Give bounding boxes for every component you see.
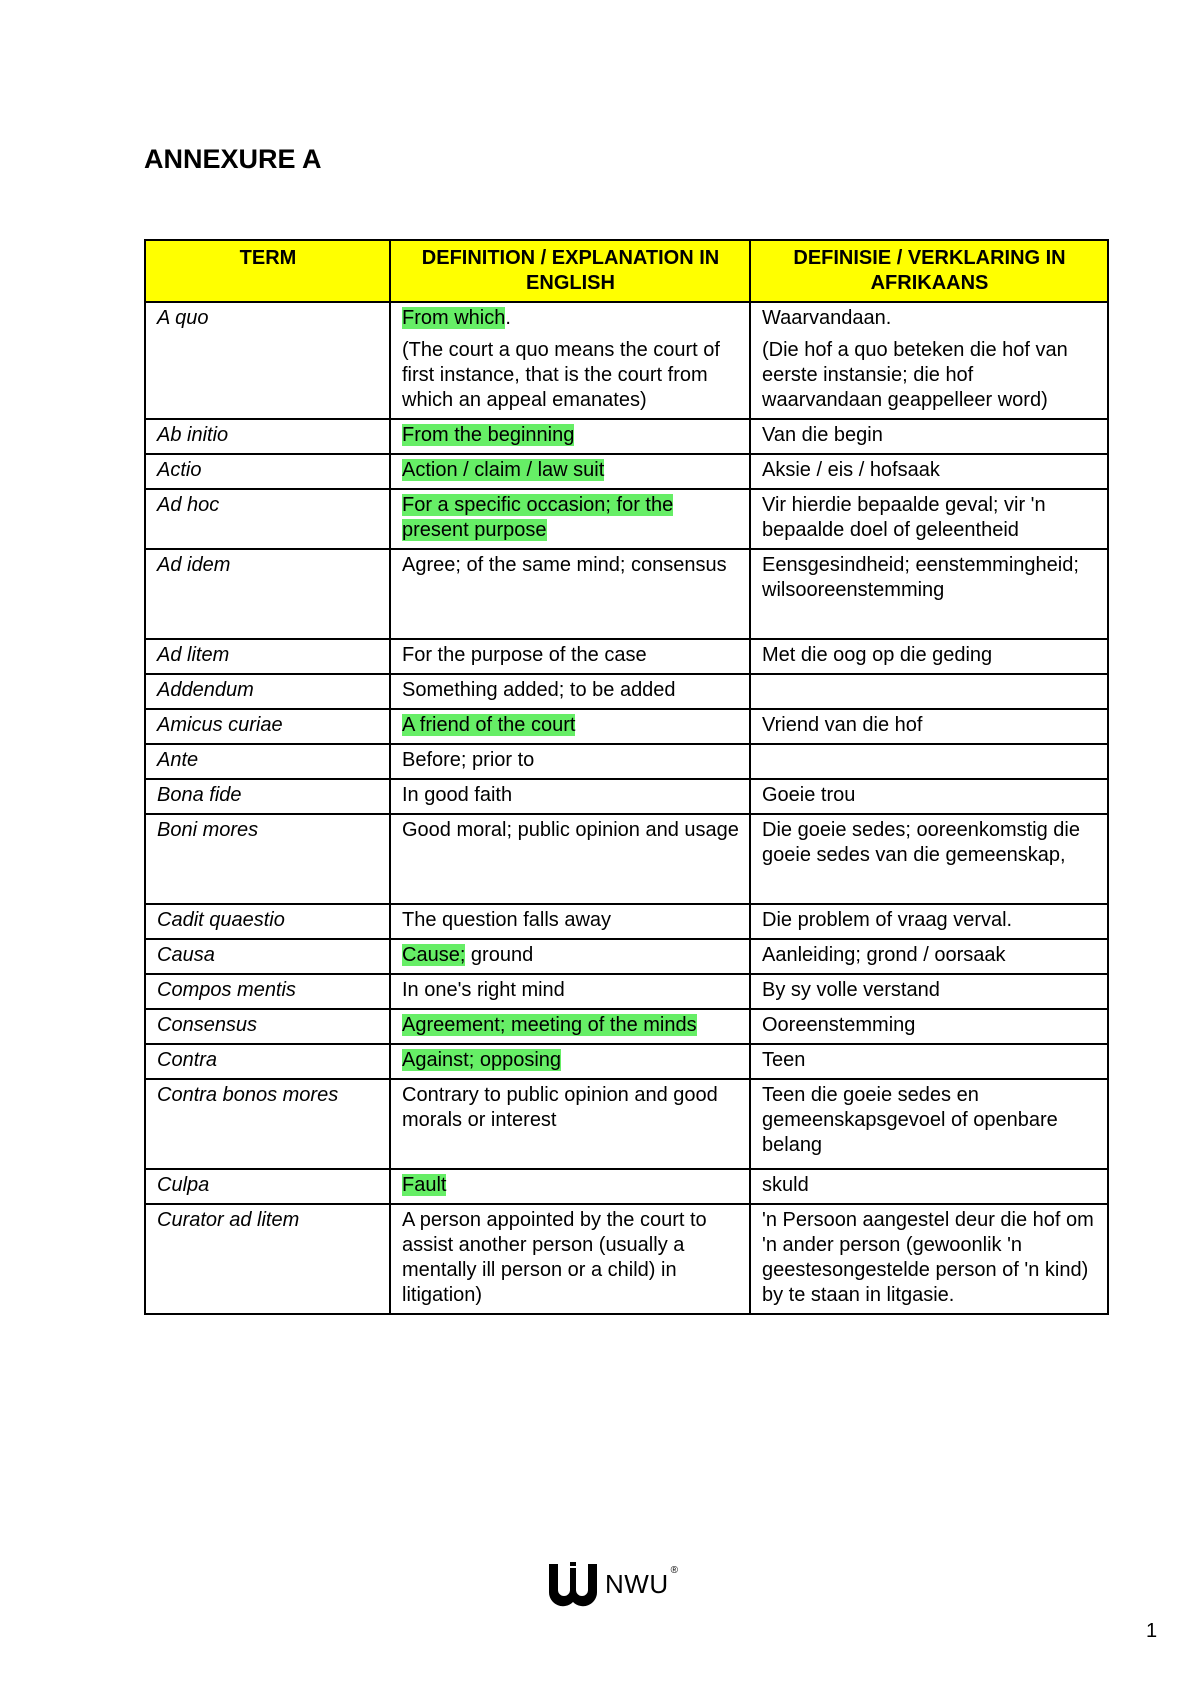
- table-row: [145, 779, 1108, 814]
- term-cell: Ante: [145, 744, 390, 779]
- highlighted-text: From the beginning: [402, 424, 575, 446]
- term-cell: Ad idem: [145, 549, 390, 639]
- table-row: [145, 1204, 1108, 1314]
- table-row: [145, 489, 1108, 549]
- term-cell: A quo: [145, 302, 390, 419]
- table-row: [145, 709, 1108, 744]
- definisie-text: Teen: [762, 1049, 806, 1071]
- table-row: [145, 674, 1108, 709]
- highlighted-text: A friend of the court: [402, 714, 576, 736]
- definisie-text: Aanleiding; grond / oorsaak: [762, 944, 1006, 966]
- afrikaans-definition-cell: [750, 1044, 1108, 1079]
- afrikaans-definition-cell: [750, 1009, 1108, 1044]
- definisie-text: 'n Persoon aangestel deur die hof om 'n ander person (gewoonlik 'n geestesongestelde person of 'n kind) by te staan in litgasie.: [762, 1209, 1094, 1306]
- definition-text: Good moral; public opinion and usage: [402, 819, 739, 841]
- definisie-text: Ooreenstemming: [762, 1014, 916, 1036]
- nwu-logo: [547, 1560, 678, 1608]
- afrikaans-definition-cell: [750, 419, 1108, 454]
- definisie-text: Waarvandaan.: [762, 307, 892, 329]
- afrikaans-definition-cell: [750, 639, 1108, 674]
- english-definition-cell: [390, 489, 750, 549]
- english-definition-cell: [390, 549, 750, 639]
- term-cell: Causa: [145, 939, 390, 974]
- english-definition-cell: [390, 1044, 750, 1079]
- term-cell: Actio: [145, 454, 390, 489]
- table-row: [145, 639, 1108, 674]
- afrikaans-definition-cell: [750, 904, 1108, 939]
- english-definition-cell: [390, 939, 750, 974]
- english-definition-cell: [390, 639, 750, 674]
- english-definition-cell: [390, 814, 750, 904]
- table-row: [145, 419, 1108, 454]
- definition-text: .: [505, 307, 511, 329]
- table-row: [145, 744, 1108, 779]
- definition-text: Something added; to be added: [402, 679, 676, 701]
- logo-text: NWU: [605, 1568, 669, 1599]
- english-definition-cell: [390, 419, 750, 454]
- afrikaans-definition-cell: [750, 779, 1108, 814]
- table-row: [145, 939, 1108, 974]
- term-cell: Ad hoc: [145, 489, 390, 549]
- table-row: [145, 1044, 1108, 1079]
- definisie-text: Die problem of vraag verval.: [762, 909, 1013, 931]
- nwu-emblem-icon: [547, 1560, 599, 1608]
- term-cell: Ab initio: [145, 419, 390, 454]
- highlighted-text: Fault: [402, 1174, 447, 1196]
- afrikaans-definition-cell: [750, 709, 1108, 744]
- term-cell: Contra bonos mores: [145, 1079, 390, 1169]
- table-header-row: [145, 240, 1108, 302]
- term-cell: Amicus curiae: [145, 709, 390, 744]
- english-definition-cell: [390, 974, 750, 1009]
- term-cell: Compos mentis: [145, 974, 390, 1009]
- highlighted-text: Cause;: [402, 944, 466, 966]
- english-definition-cell: [390, 904, 750, 939]
- english-definition-cell: [390, 302, 750, 419]
- term-cell: Contra: [145, 1044, 390, 1079]
- table-row: [145, 1169, 1108, 1204]
- english-definition-cell: [390, 454, 750, 489]
- definisie-text: Eensgesindheid; eenstemmingheid; wilsooreenstemming: [762, 554, 1079, 601]
- english-definition-cell: [390, 674, 750, 709]
- english-definition-cell: [390, 1009, 750, 1044]
- table-row: [145, 549, 1108, 639]
- definisie-text: Die goeie sedes; ooreenkomstig die goeie sedes van die gemeenskap,: [762, 819, 1080, 866]
- definition-text: ground: [465, 944, 534, 966]
- table-row: [145, 814, 1108, 904]
- table-row: [145, 1009, 1108, 1044]
- highlighted-text: Agreement; meeting of the minds: [402, 1014, 697, 1036]
- definisie-text: Aksie / eis / hofsaak: [762, 459, 940, 481]
- afrikaans-definition-cell: [750, 814, 1108, 904]
- term-cell: Curator ad litem: [145, 1204, 390, 1314]
- highlighted-text: Action / claim / law suit: [402, 459, 605, 481]
- english-definition-cell: [390, 1204, 750, 1314]
- afrikaans-definition-cell: [750, 302, 1108, 419]
- definisie-text: Vriend van die hof: [762, 714, 923, 736]
- term-cell: Consensus: [145, 1009, 390, 1044]
- header-term: TERM: [145, 240, 390, 302]
- afrikaans-definition-cell: [750, 939, 1108, 974]
- definisie-text: Vir hierdie bepaalde geval; vir 'n bepaalde doel of geleentheid: [762, 494, 1046, 541]
- table-row: [145, 1079, 1108, 1169]
- english-definition-cell: [390, 1079, 750, 1169]
- afrikaans-definition-cell: [750, 974, 1108, 1009]
- header-afrikaans: DEFINISIE / VERKLARING IN AFRIKAANS: [750, 240, 1108, 302]
- definisie-note: (Die hof a quo beteken die hof van eerste instansie; die hof waarvandaan geappelleer word): [762, 339, 1068, 411]
- term-cell: Ad litem: [145, 639, 390, 674]
- header-english: DEFINITION / EXPLANATION IN ENGLISH: [390, 240, 750, 302]
- registered-mark: ®: [670, 1564, 678, 1576]
- afrikaans-definition-cell: [750, 1079, 1108, 1169]
- afrikaans-definition-cell: [750, 489, 1108, 549]
- english-definition-cell: [390, 744, 750, 779]
- afrikaans-definition-cell: [750, 549, 1108, 639]
- term-cell: Boni mores: [145, 814, 390, 904]
- definisie-text: Met die oog op die geding: [762, 644, 993, 666]
- term-cell: Culpa: [145, 1169, 390, 1204]
- table-row: [145, 904, 1108, 939]
- highlighted-text: Against; opposing: [402, 1049, 562, 1071]
- page-number: 1: [1146, 1620, 1158, 1642]
- definition-text: In one's right mind: [402, 979, 565, 1001]
- definisie-text: Van die begin: [762, 424, 883, 446]
- table-row: [145, 974, 1108, 1009]
- definition-text: A person appointed by the court to assist another person (usually a mentally ill person or a child) in litigation): [402, 1209, 707, 1306]
- english-definition-cell: [390, 779, 750, 814]
- english-definition-cell: [390, 1169, 750, 1204]
- definition-text: For the purpose of the case: [402, 644, 647, 666]
- term-cell: Bona fide: [145, 779, 390, 814]
- afrikaans-definition-cell: [750, 674, 1108, 709]
- afrikaans-definition-cell: [750, 744, 1108, 779]
- afrikaans-definition-cell: [750, 1169, 1108, 1204]
- afrikaans-definition-cell: [750, 454, 1108, 489]
- definition-text: Before; prior to: [402, 749, 535, 771]
- term-cell: Cadit quaestio: [145, 904, 390, 939]
- definition-text: In good faith: [402, 784, 513, 806]
- definisie-text: By sy volle verstand: [762, 979, 940, 1001]
- definisie-text: skuld: [762, 1174, 809, 1196]
- definisie-text: Teen die goeie sedes en gemeenskapsgevoel of openbare belang: [762, 1084, 1058, 1156]
- highlighted-text: From which: [402, 307, 506, 329]
- definition-text: The question falls away: [402, 909, 612, 931]
- definition-note: (The court a quo means the court of first instance, that is the court from which an appeal emanates): [402, 339, 720, 411]
- table-row: [145, 454, 1108, 489]
- afrikaans-definition-cell: [750, 1204, 1108, 1314]
- definisie-text: Goeie trou: [762, 784, 856, 806]
- definition-text: Contrary to public opinion and good morals or interest: [402, 1084, 718, 1131]
- highlighted-text: For a specific occasion; for the present purpose: [402, 494, 674, 541]
- table-row: [145, 302, 1108, 419]
- english-definition-cell: [390, 709, 750, 744]
- glossary-table: [144, 239, 1109, 1315]
- page-title: ANNEXURE A: [144, 144, 322, 174]
- definition-text: Agree; of the same mind; consensus: [402, 554, 727, 576]
- term-cell: Addendum: [145, 674, 390, 709]
